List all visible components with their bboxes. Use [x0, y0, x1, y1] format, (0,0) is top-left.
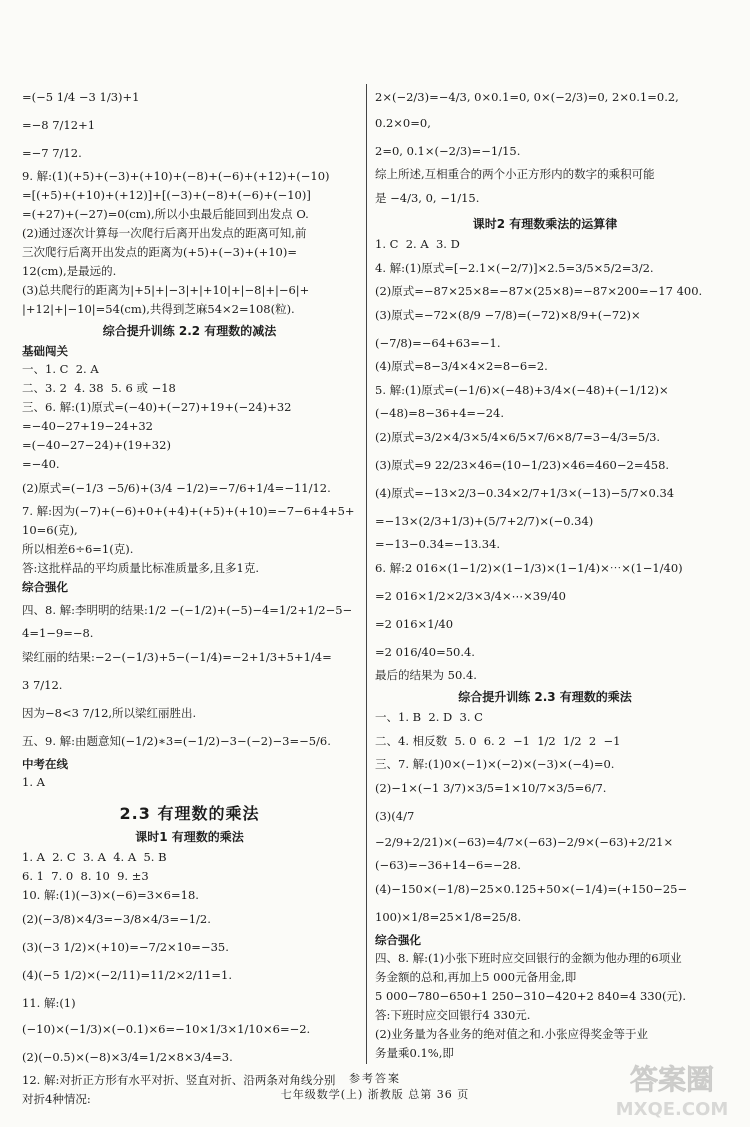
- text-line: (2)原式=3/2×4/3×5/4×6/5×7/6×8/7=3−4/3=5/3.: [375, 430, 661, 444]
- text-line: 5. 解:(1)原式=(−1/6)×(−48)+3/4×(−48)+(−1/12)×: [375, 383, 669, 397]
- text-line: 最后的结果为 50.4.: [375, 668, 477, 682]
- text-line: (3)(−3 1/2)×(+10)=−7/2×10=−35.: [22, 940, 229, 954]
- text-line: 一、1. B 2. D 3. C: [375, 710, 483, 724]
- text-line: 所以相差6÷6=1(克).: [22, 542, 134, 556]
- section-subhead: 中考在线: [22, 757, 68, 771]
- text-line: 因为−8<3 7/12,所以梁红丽胜出.: [22, 706, 197, 720]
- text-line: 五、9. 解:由题意知(−1/2)∗3=(−1/2)−3−(−2)−3=−5/6.: [22, 734, 331, 748]
- text-line: 二、3. 2 4. 38 5. 6 或 −18: [22, 381, 176, 395]
- watermark-logo: [602, 1053, 742, 1123]
- text-line: 1. A 2. C 3. A 4. A 5. B: [22, 850, 167, 864]
- chapter-title: 2.3 有理数的乘法: [119, 804, 260, 823]
- text-line: 6. 1 7. 0 8. 10 9. ±3: [22, 869, 149, 883]
- text-line: =−40−27+19−24+32: [22, 419, 153, 433]
- watermark-line1: 答案圈: [629, 1063, 715, 1096]
- text-line: (2)通过逐次计算每一次爬行后离开出发点的距离可知,前: [22, 226, 307, 240]
- text-line: 三、6. 解:(1)原式=(−40)+(−27)+19+(−24)+32: [22, 400, 292, 414]
- column-divider: [366, 84, 367, 1064]
- text-line: =−8 7/12+1: [22, 118, 96, 132]
- text-line: 3 7/12.: [22, 678, 63, 692]
- text-line: 10. 解:(1)(−3)×(−6)=3×6=18.: [22, 888, 199, 902]
- section-subhead: 基础闯关: [22, 344, 68, 358]
- text-line: =(−5 1/4 −3 1/3)+1: [22, 90, 140, 104]
- text-line: 4. 解:(1)原式=[−2.1×(−2/7)]×2.5=3/5×5/2=3/2.: [375, 261, 654, 275]
- text-line: 四、8. 解:(1)小张下班时应交回银行的金额为他办理的6项业: [375, 951, 682, 965]
- footer-label: 参考答案: [349, 1072, 401, 1085]
- text-line: (3)原式=−72×(8/9 −7/8)=(−72)×8/9+(−72)×: [375, 308, 641, 322]
- text-line: 是 −4/3, 0, −1/15.: [375, 191, 480, 205]
- text-line: (2)−1×(−1 3/7)×3/5=1×10/7×3/5=6/7.: [375, 781, 607, 795]
- text-line: 2=0, 0.1×(−2/3)=−1/15.: [375, 144, 521, 158]
- text-line: (4)−150×(−1/8)−25×0.125+50×(−1/4)=(+150−25−: [375, 882, 688, 896]
- text-line: 5 000−780−650+1 250−310−420+2 840=4 330(元).: [375, 989, 687, 1003]
- text-line: 12. 解:对折正方形有水平对折、竖直对折、沿两条对角线分别: [22, 1073, 336, 1087]
- text-line: (4)原式=8−3/4×4×2=8−6=2.: [375, 359, 548, 373]
- text-line: =2 016×1/40: [375, 617, 454, 631]
- text-line: 12(cm),是最远的.: [22, 264, 117, 278]
- text-line: =−13×(2/3+1/3)+(5/7+2/7)×(−0.34): [375, 514, 594, 528]
- text-line: 二、4. 相反数 5. 0 6. 2 −1 1/2 1/2 2 −1: [375, 734, 621, 748]
- text-line: (−63)=−36+14−6=−28.: [375, 858, 521, 872]
- text-line: =(−40−27−24)+(19+32): [22, 438, 171, 452]
- text-line: 三、7. 解:(1)0×(−1)×(−2)×(−3)×(−4)=0.: [375, 757, 615, 771]
- text-line: 7. 解:因为(−7)+(−6)+0+(+4)+(+5)+(+10)=−7−6+4+5+: [22, 504, 355, 518]
- text-line: 答:这批样品的平均质量比标准质量多,且多1克.: [22, 561, 259, 575]
- text-line: =2 016×1/2×2/3×3/4×⋯×39/40: [375, 589, 566, 603]
- text-line: (3)原式=9 22/23×46=(10−1/23)×46=460−2=458.: [375, 458, 670, 472]
- text-line: 答:下班时应交回银行4 330元.: [375, 1008, 531, 1022]
- text-line: (2)原式=(−1/3 −5/6)+(3/4 −1/2)=−7/6+1/4=−11/12.: [22, 481, 331, 495]
- text-line: 综上所述,互相重合的两个小正方形内的数字的乘积可能: [375, 167, 655, 181]
- text-line: 2×(−2/3)=−4/3, 0×0.1=0, 0×(−2/3)=0, 2×0.1=0.2, 0.2×0=0,: [375, 90, 683, 130]
- text-line: (2)(−0.5)×(−8)×3/4=1/2×8×3/4=3.: [22, 1050, 233, 1064]
- section-subhead: 综合强化: [22, 580, 68, 594]
- text-line: =2 016/40=50.4.: [375, 645, 475, 659]
- text-line: 对折4种情况:: [22, 1092, 91, 1106]
- text-line: (4)(−5 1/2)×(−2/11)=11/2×2/11=1.: [22, 968, 232, 982]
- section-title: 综合提升训练 2.2 有理数的减法: [102, 324, 277, 338]
- text-line: 1. C 2. A 3. D: [375, 237, 460, 251]
- text-line: =(+27)+(−27)=0(cm),所以小虫最后能回到出发点 O.: [22, 207, 309, 221]
- text-line: (4)原式=−13×2/3−0.34×2/7+1/3×(−13)−5/7×0.34: [375, 486, 675, 500]
- text-line: (2)业务量为各业务的绝对值之和.小张应得奖金等于业: [375, 1027, 648, 1041]
- footer-page-info: 七年级数学(上) 浙教版 总第 36 页: [280, 1088, 470, 1101]
- text-line: 100)×1/8=25×1/8=25/8.: [375, 910, 522, 924]
- text-line: 11. 解:(1)(−10)×(−1/3)×(−0.1)×6=−10×1/3×1/10×6=−2.: [22, 996, 311, 1036]
- text-line: 1. A: [22, 775, 45, 789]
- text-line: 4=1−9=−8.: [22, 626, 94, 640]
- text-line: 梁红丽的结果:−2−(−1/3)+5−(−1/4)=−2+1/3+5+1/4=: [22, 650, 332, 664]
- text-line: 一、1. C 2. A: [22, 362, 99, 376]
- text-line: 6. 解:2 016×(1−1/2)×(1−1/3)×(1−1/4)×⋯×(1−1/40): [375, 561, 683, 575]
- text-line: (2)原式=−87×25×8=−87×(25×8)=−87×200=−17 400.: [375, 284, 703, 298]
- text-line: (−7/8)=−64+63=−1.: [375, 336, 501, 350]
- section-title: 综合提升训练 2.3 有理数的乘法: [458, 690, 632, 704]
- text-line: (−48)=8−36+4=−24.: [375, 406, 504, 420]
- text-line: =[(+5)+(+10)+(+12)]+[(−3)+(−8)+(−6)+(−10)]: [22, 188, 311, 202]
- right-column: [375, 84, 715, 1064]
- watermark-line2: MXQE.COM: [615, 1099, 729, 1120]
- text-line: (2)(−3/8)×4/3=−3/8×4/3=−1/2.: [22, 912, 211, 926]
- text-line: (3)总共爬行的距离为|+5|+|−3|+|+10|+|−8|+|−6|+: [22, 283, 310, 297]
- text-line: 务金额的总和,再加上5 000元备用金,即: [375, 970, 577, 984]
- lesson-title: 课时2 有理数乘法的运算律: [472, 217, 618, 231]
- left-column: [22, 84, 357, 1110]
- text-line: (3)(4/7 −2/9+2/21)×(−63)=4/7×(−63)−2/9×(−63)+2/21×: [375, 809, 674, 849]
- text-line: |+12|+|−10|=54(cm),共得到芝麻54×2=108(粒).: [22, 302, 295, 316]
- text-line: =−7 7/12.: [22, 146, 82, 160]
- text-line: 10=6(克),: [22, 523, 78, 537]
- text-line: 三次爬行后离开出发点的距离为(+5)+(−3)+(+10)=: [22, 245, 297, 259]
- text-line: =−40.: [22, 457, 60, 471]
- lesson-title: 课时1 有理数的乘法: [135, 830, 244, 844]
- text-line: =−13−0.34=−13.34.: [375, 537, 500, 551]
- section-subhead: 综合强化: [375, 933, 421, 947]
- text-line: 9. 解:(1)(+5)+(−3)+(+10)+(−8)+(−6)+(+12)+(−10): [22, 169, 330, 183]
- text-line: 务量乘0.1%,即: [375, 1046, 454, 1060]
- text-line: 四、8. 解:李明明的结果:1/2 −(−1/2)+(−5)−4=1/2+1/2−5−: [22, 603, 353, 617]
